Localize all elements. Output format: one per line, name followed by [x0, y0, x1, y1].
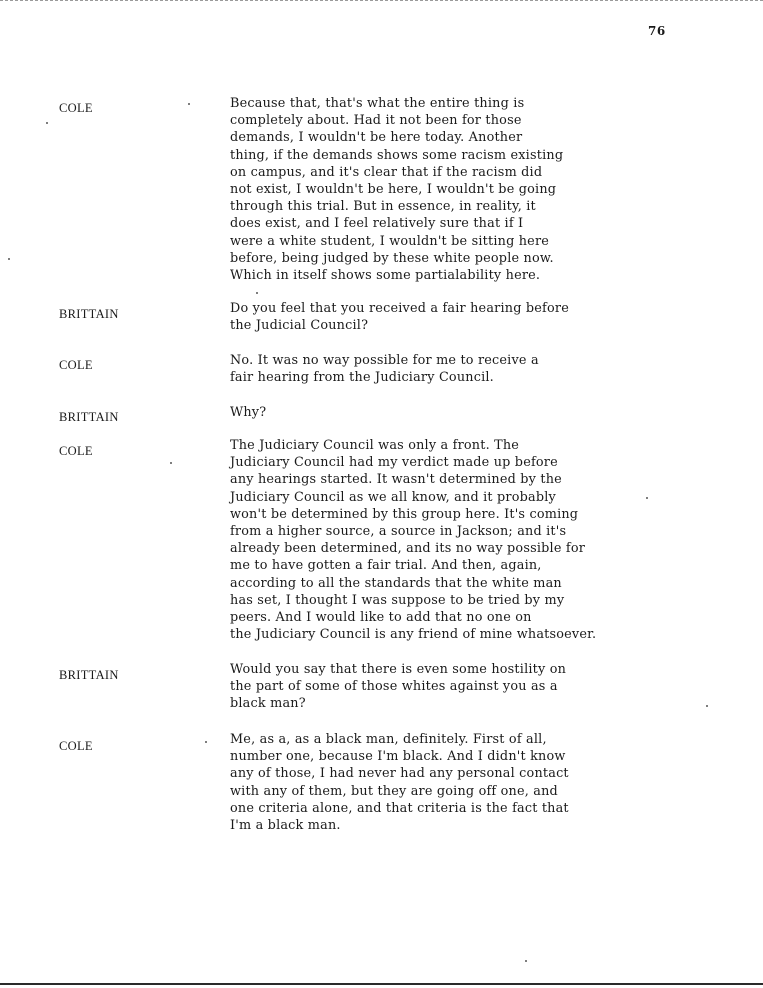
scan-speck — [706, 705, 708, 707]
scan-speck — [646, 497, 648, 499]
speech-text: Would you say that there is even some hostility on the part of some of those whites against you as a black man? — [230, 662, 567, 712]
speech-text: The Judiciary Council was only a front. The Judiciary Council had my verdict made up before any hearings started. It wasn't determined by the Judiciary Council as we all know, and it probably won't be determined by this group here. It's coming from a higher source, a source in Jackson; and it's already been determined, and its no way possible for me to have gotten a fair trial. And then, again, according to all the standards that the white man has set, I thought I was suppose to be tried by my peers. And I would like to add that no one on the Judiciary Council is any friend of mine whatsoever. — [230, 438, 597, 643]
speaker-label: BRITTAIN — [59, 410, 119, 424]
scan-speck — [46, 122, 48, 124]
speech-text: No. It was no way possible for me to receive a fair hearing from the Judiciary Council. — [230, 353, 539, 386]
speaker-label: BRITTAIN — [59, 307, 119, 321]
scan-speck — [8, 258, 10, 260]
speech-text: Do you feel that you received a fair hearing before the Judicial Council? — [230, 301, 569, 334]
speech-text: Me, as a, as a black man, definitely. First of all, number one, because I'm black. And I didn't know any of those, I had never had any personal contact with any of them, but they are going off one, and one criteria alone, and that criteria is the fact that I'm a black man. — [230, 732, 569, 834]
speaker-label: COLE — [59, 444, 93, 458]
speech-text: Why? — [230, 405, 267, 420]
scan-speck — [256, 292, 258, 294]
page-number: 76 — [648, 24, 666, 38]
speaker-label: COLE — [59, 101, 93, 115]
scan-speck — [525, 960, 527, 962]
speaker-label: BRITTAIN — [59, 668, 119, 682]
scan-speck — [205, 741, 207, 743]
speech-text: Because that, that's what the entire thing is completely about. Had it not been for those demands, I wouldn't be here today. Another thing, if the demands shows some racism existing on campus, and it's clear that if the racism did not exist, I wouldn't be here, I wouldn't be going through this trial. But in essence, in reality, it does exist, and I feel relatively sure that if I were a white student, I wouldn't be sitting here before, being judged by these white people now. Which in itself shows some partialability here. — [230, 96, 564, 284]
speaker-label: COLE — [59, 358, 93, 372]
page-top-edge — [0, 0, 763, 1]
scan-speck — [188, 103, 190, 105]
scan-speck — [170, 462, 172, 464]
speaker-label: COLE — [59, 739, 93, 753]
page-bottom-rule — [0, 983, 763, 985]
